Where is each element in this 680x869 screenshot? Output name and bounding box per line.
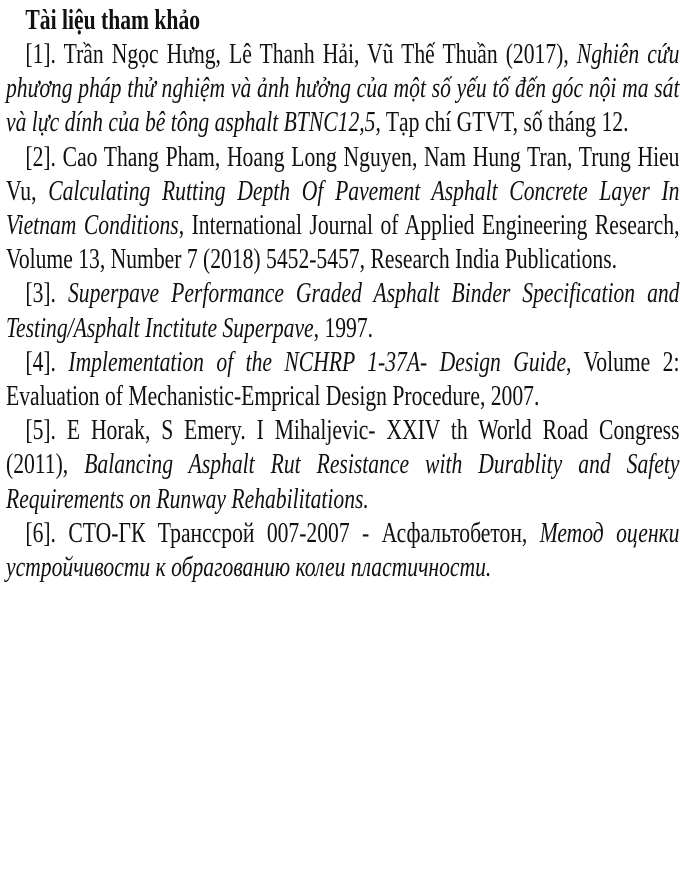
reference-item-5 — [6, 413, 679, 516]
reference-title: Balancing Asphalt Rut Resistance with Durablity and Safety Requirements on Runway Rehabilitations. — [6, 448, 680, 515]
reference-item-2 — [6, 140, 679, 277]
reference-number: [5]. — [25, 414, 56, 447]
reference-title: Nghiên cứu phương pháp thử nghiệm và ảnh hưởng của một số yếu tố đến góc nội ma sát và lực dính của bê tông asphalt BTNC12,5 — [6, 38, 680, 139]
reference-title: Calculating Rutting Depth Of Pavement Asphalt Concrete Layer In Vietnam Conditions — [6, 174, 680, 242]
reference-title: Метод оценки устройчивости к обрагованию колеи пластичности. — [6, 516, 680, 584]
reference-title: Implementation of the NCHRP 1-37A- Design Guide — [68, 345, 567, 378]
reference-source: , Volume 2: Evaluation of Mechanistic-Emprical Design Procedure, 2007. — [6, 345, 680, 413]
reference-item-4 — [6, 345, 679, 413]
reference-source: , Tạp chí GTVT, số tháng 12. — [375, 106, 629, 139]
references-page — [6, 0, 679, 584]
reference-number: [2]. — [25, 140, 56, 173]
reference-authors: СТО-ГК Транссрой 007-2007 - Асфальтобетон, — [55, 516, 540, 549]
reference-number: [6]. — [25, 516, 56, 549]
reference-authors — [56, 277, 68, 309]
reference-number: [1]. — [25, 38, 56, 70]
reference-authors: Trần Ngọc Hưng, Lê Thanh Hải, Vũ Thế Thuần (2017), — [55, 38, 577, 70]
reference-authors: E Horak, S Emery. I Mihaljevic- XXIV th World Road Congress (2011), — [6, 414, 680, 481]
reference-source: , 1997. — [313, 311, 374, 344]
reference-authors — [56, 346, 68, 378]
reference-number: [3]. — [25, 277, 56, 310]
reference-authors: Cao Thang Pham, Hoang Long Nguyen, Nam Hung Tran, Trung Hieu Vu, — [6, 140, 680, 207]
reference-source: , International Journal of Applied Engineering Research, Volume 13, Number 7 (2018) 5452-5457, Research India Publications. — [6, 209, 680, 276]
reference-item-6 — [6, 516, 679, 584]
reference-item-3 — [6, 276, 679, 344]
section-heading: Tài liệu tham khảo — [25, 4, 201, 36]
reference-item-1 — [6, 37, 679, 140]
reference-number: [4]. — [25, 345, 56, 378]
reference-title: Superpave Performance Graded Asphalt Binder Specification and Testing/Asphalt Inctitute Superpave — [6, 277, 680, 344]
